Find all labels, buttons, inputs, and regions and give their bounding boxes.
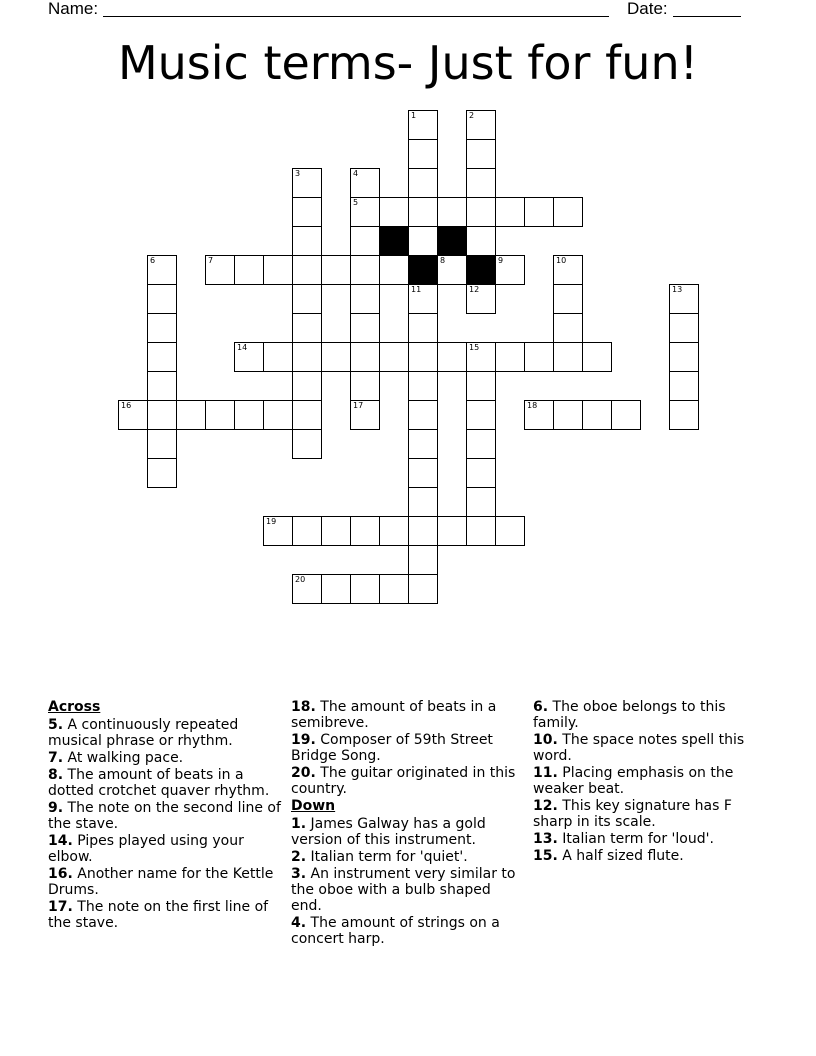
clue-number: 1 bbox=[411, 111, 417, 120]
answer-square[interactable] bbox=[147, 255, 177, 285]
clue-number: 3. bbox=[291, 866, 307, 882]
answer-square[interactable] bbox=[292, 429, 322, 459]
answer-square[interactable] bbox=[466, 226, 496, 256]
clue-number: 10 bbox=[556, 256, 567, 265]
answer-square[interactable] bbox=[350, 197, 380, 227]
answer-square[interactable] bbox=[611, 400, 641, 430]
answer-square[interactable] bbox=[147, 313, 177, 343]
answer-square[interactable] bbox=[408, 110, 438, 140]
answer-square[interactable] bbox=[408, 487, 438, 517]
clue-text: James Galway has a gold version of this instrument. bbox=[291, 816, 486, 848]
clue-number: 3 bbox=[295, 169, 301, 178]
across-clue bbox=[291, 765, 521, 797]
across-heading: Across bbox=[48, 699, 101, 715]
across-clue bbox=[48, 833, 284, 865]
answer-square[interactable] bbox=[147, 400, 177, 430]
answer-square[interactable] bbox=[292, 400, 322, 430]
down-clue bbox=[533, 699, 763, 731]
answer-square[interactable] bbox=[292, 342, 322, 372]
answer-square[interactable] bbox=[350, 313, 380, 343]
clue-number: 20 bbox=[295, 575, 306, 584]
answer-square[interactable] bbox=[553, 284, 583, 314]
answer-square[interactable] bbox=[408, 574, 438, 604]
answer-square[interactable] bbox=[466, 458, 496, 488]
answer-square[interactable] bbox=[408, 429, 438, 459]
answer-square[interactable] bbox=[466, 400, 496, 430]
across-clue bbox=[48, 750, 284, 766]
clue-text: Placing emphasis on the weaker beat. bbox=[533, 765, 734, 797]
clues-column-1 bbox=[48, 699, 284, 932]
clue-text: The amount of beats in a dotted crotchet quaver rhythm. bbox=[48, 767, 270, 799]
answer-square[interactable] bbox=[553, 255, 583, 285]
clue-text: The amount of beats in a semibreve. bbox=[291, 699, 497, 731]
answer-square[interactable] bbox=[495, 197, 525, 227]
answer-square[interactable] bbox=[350, 226, 380, 256]
answer-square[interactable] bbox=[292, 197, 322, 227]
clue-number: 7. bbox=[48, 750, 64, 766]
answer-square[interactable] bbox=[176, 400, 206, 430]
clue-number: 5 bbox=[353, 198, 359, 207]
answer-square[interactable] bbox=[147, 458, 177, 488]
clue-number: 9 bbox=[498, 256, 504, 265]
page-title: Music terms- Just for fun! bbox=[117, 36, 699, 90]
answer-square[interactable] bbox=[147, 342, 177, 372]
answer-square[interactable] bbox=[495, 255, 525, 285]
answer-square[interactable] bbox=[350, 168, 380, 198]
answer-square[interactable] bbox=[292, 516, 322, 546]
answer-square[interactable] bbox=[292, 284, 322, 314]
answer-square[interactable] bbox=[234, 255, 264, 285]
answer-square[interactable] bbox=[350, 342, 380, 372]
answer-square[interactable] bbox=[321, 255, 351, 285]
answer-square[interactable] bbox=[524, 197, 554, 227]
answer-square[interactable] bbox=[669, 400, 699, 430]
clue-number: 7 bbox=[208, 256, 214, 265]
answer-square[interactable] bbox=[147, 429, 177, 459]
answer-square[interactable] bbox=[118, 400, 148, 430]
answer-square[interactable] bbox=[350, 371, 380, 401]
answer-square[interactable] bbox=[350, 574, 380, 604]
clue-number: 14 bbox=[237, 343, 248, 352]
across-clue bbox=[48, 899, 284, 931]
clue-number: 12 bbox=[469, 285, 480, 294]
answer-square[interactable] bbox=[350, 284, 380, 314]
down-clue bbox=[533, 798, 763, 830]
answer-square[interactable] bbox=[321, 516, 351, 546]
answer-square[interactable] bbox=[466, 284, 496, 314]
clue-number: 1. bbox=[291, 816, 307, 832]
answer-square[interactable] bbox=[553, 197, 583, 227]
answer-square[interactable] bbox=[466, 371, 496, 401]
answer-square[interactable] bbox=[524, 400, 554, 430]
clue-number: 8. bbox=[48, 767, 64, 783]
clue-number: 6 bbox=[150, 256, 156, 265]
clue-number: 11. bbox=[533, 765, 558, 781]
across-clue bbox=[48, 866, 284, 898]
date-label: Date: bbox=[627, 0, 668, 18]
answer-square[interactable] bbox=[437, 342, 467, 372]
down-clue bbox=[291, 816, 521, 848]
answer-square[interactable] bbox=[234, 342, 264, 372]
clue-number: 6. bbox=[533, 699, 549, 715]
answer-square[interactable] bbox=[408, 168, 438, 198]
clue-number: 9. bbox=[48, 800, 64, 816]
answer-square[interactable] bbox=[408, 284, 438, 314]
answer-square[interactable] bbox=[379, 342, 409, 372]
clue-number: 15. bbox=[533, 848, 558, 864]
clue-number: 17 bbox=[353, 401, 364, 410]
clue-text: Italian term for 'quiet'. bbox=[306, 849, 468, 865]
answer-square[interactable] bbox=[205, 400, 235, 430]
clue-text: A half sized flute. bbox=[557, 848, 684, 864]
answer-square[interactable] bbox=[350, 516, 380, 546]
answer-square[interactable] bbox=[263, 255, 293, 285]
answer-square[interactable] bbox=[437, 516, 467, 546]
answer-square[interactable] bbox=[292, 255, 322, 285]
clue-text: The amount of strings on a concert harp. bbox=[291, 915, 500, 947]
clue-text: The oboe belongs to this family. bbox=[533, 699, 726, 731]
clue-text: A continuously repeated musical phrase or rhythm. bbox=[48, 717, 239, 749]
clue-text: This key signature has F sharp in its scale. bbox=[533, 798, 732, 830]
answer-square[interactable] bbox=[669, 284, 699, 314]
clues-column-3 bbox=[533, 699, 763, 865]
clue-text: Pipes played using your elbow. bbox=[48, 833, 244, 865]
clue-number: 12. bbox=[533, 798, 558, 814]
clue-number: 2 bbox=[469, 111, 475, 120]
answer-square[interactable] bbox=[408, 458, 438, 488]
answer-square[interactable] bbox=[292, 313, 322, 343]
down-clue bbox=[291, 915, 521, 947]
answer-square[interactable] bbox=[495, 342, 525, 372]
answer-square[interactable] bbox=[437, 197, 467, 227]
clue-number: 16 bbox=[121, 401, 132, 410]
down-clue bbox=[533, 732, 763, 764]
answer-square[interactable] bbox=[408, 197, 438, 227]
across-clue bbox=[48, 717, 284, 749]
clue-number: 2. bbox=[291, 849, 307, 865]
answer-square[interactable] bbox=[408, 516, 438, 546]
answer-square[interactable] bbox=[292, 226, 322, 256]
clue-number: 14. bbox=[48, 833, 73, 849]
clue-number: 8 bbox=[440, 256, 446, 265]
answer-square[interactable] bbox=[379, 197, 409, 227]
answer-square[interactable] bbox=[669, 371, 699, 401]
clue-text: Composer of 59th Street Bridge Song. bbox=[291, 732, 493, 764]
answer-square[interactable] bbox=[321, 574, 351, 604]
clue-text: The guitar originated in this country. bbox=[291, 765, 516, 797]
answer-square[interactable] bbox=[466, 139, 496, 169]
clue-number: 13 bbox=[672, 285, 683, 294]
answer-square[interactable] bbox=[292, 371, 322, 401]
clue-number: 5. bbox=[48, 717, 64, 733]
down-clue bbox=[533, 831, 763, 847]
answer-square[interactable] bbox=[205, 255, 235, 285]
down-clue bbox=[291, 866, 521, 914]
answer-square[interactable] bbox=[321, 342, 351, 372]
answer-square[interactable] bbox=[350, 255, 380, 285]
across-clue bbox=[291, 699, 521, 731]
clue-text: Italian term for 'loud'. bbox=[557, 831, 714, 847]
answer-square[interactable] bbox=[495, 516, 525, 546]
answer-square[interactable] bbox=[379, 255, 409, 285]
answer-square[interactable] bbox=[466, 487, 496, 517]
clue-number: 18. bbox=[291, 699, 316, 715]
answer-square[interactable] bbox=[292, 168, 322, 198]
clue-number: 10. bbox=[533, 732, 558, 748]
down-clue bbox=[533, 848, 763, 864]
answer-square[interactable] bbox=[147, 371, 177, 401]
clue-number: 17. bbox=[48, 899, 73, 915]
answer-square[interactable] bbox=[466, 516, 496, 546]
clues-column-2 bbox=[291, 699, 521, 948]
answer-square[interactable] bbox=[408, 545, 438, 575]
answer-square[interactable] bbox=[582, 342, 612, 372]
clue-text: At walking pace. bbox=[63, 750, 184, 766]
clue-number: 20. bbox=[291, 765, 316, 781]
answer-square[interactable] bbox=[669, 342, 699, 372]
clue-number: 11 bbox=[411, 285, 422, 294]
answer-square[interactable] bbox=[408, 313, 438, 343]
answer-square[interactable] bbox=[379, 574, 409, 604]
answer-square[interactable] bbox=[292, 574, 322, 604]
down-heading: Down bbox=[291, 798, 336, 814]
answer-square[interactable] bbox=[466, 429, 496, 459]
clue-number: 13. bbox=[533, 831, 558, 847]
clue-number: 4. bbox=[291, 915, 307, 931]
across-clue bbox=[48, 767, 284, 799]
clue-number: 15 bbox=[469, 343, 480, 352]
clue-text: The note on the first line of the stave. bbox=[48, 899, 269, 931]
answer-square[interactable] bbox=[408, 400, 438, 430]
across-clue bbox=[48, 800, 284, 832]
answer-square[interactable] bbox=[234, 400, 264, 430]
answer-square[interactable] bbox=[263, 516, 293, 546]
answer-square[interactable] bbox=[263, 400, 293, 430]
answer-square[interactable] bbox=[350, 400, 380, 430]
clue-text: Another name for the Kettle Drums. bbox=[48, 866, 274, 898]
answer-square[interactable] bbox=[553, 400, 583, 430]
clue-number: 16. bbox=[48, 866, 73, 882]
down-clue bbox=[533, 765, 763, 797]
across-clue bbox=[291, 732, 521, 764]
answer-square[interactable] bbox=[408, 139, 438, 169]
answer-square[interactable] bbox=[524, 342, 554, 372]
clue-number: 19. bbox=[291, 732, 316, 748]
black-square bbox=[379, 226, 409, 256]
answer-square[interactable] bbox=[553, 313, 583, 343]
answer-square[interactable] bbox=[379, 516, 409, 546]
answer-square[interactable] bbox=[437, 255, 467, 285]
answer-square[interactable] bbox=[147, 284, 177, 314]
clue-number: 19 bbox=[266, 517, 277, 526]
down-clue bbox=[291, 849, 521, 865]
answer-square[interactable] bbox=[582, 400, 612, 430]
clue-number: 18 bbox=[527, 401, 538, 410]
black-square bbox=[408, 255, 438, 285]
clue-text: The note on the second line of the stave. bbox=[48, 800, 281, 832]
name-label: Name: bbox=[48, 0, 99, 18]
answer-square[interactable] bbox=[408, 371, 438, 401]
answer-square[interactable] bbox=[408, 226, 438, 256]
black-square bbox=[437, 226, 467, 256]
answer-square[interactable] bbox=[466, 342, 496, 372]
answer-square[interactable] bbox=[669, 313, 699, 343]
answer-square[interactable] bbox=[408, 342, 438, 372]
clue-text: An instrument very similar to the oboe with a bulb shaped end. bbox=[291, 866, 516, 914]
clue-number: 4 bbox=[353, 169, 359, 178]
answer-square[interactable] bbox=[466, 110, 496, 140]
answer-square[interactable] bbox=[466, 197, 496, 227]
black-square bbox=[466, 255, 496, 285]
clue-text: The space notes spell this word. bbox=[533, 732, 745, 764]
answer-square[interactable] bbox=[263, 342, 293, 372]
answer-square[interactable] bbox=[466, 168, 496, 198]
answer-square[interactable] bbox=[553, 342, 583, 372]
